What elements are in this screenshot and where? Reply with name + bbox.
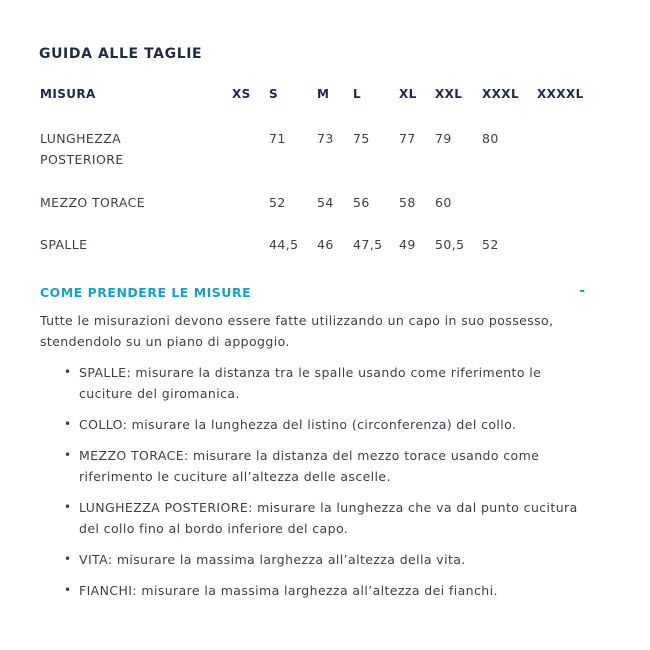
header-size-xs: XS bbox=[232, 87, 251, 101]
how-to-measure-intro: Tutte le misurazioni devono essere fatte utilizzando un capo in suo possesso, stendendolo su un piano di appoggio. bbox=[40, 313, 554, 349]
table-cell: 50,5 bbox=[435, 237, 465, 252]
header-size-xxl: XXL bbox=[435, 87, 463, 101]
list-item bbox=[62, 580, 592, 601]
table-cell: 56 bbox=[353, 195, 370, 210]
table-cell: 60 bbox=[435, 195, 452, 210]
how-to-measure-title[interactable]: COME PRENDERE LE MISURE bbox=[40, 285, 252, 300]
list-item bbox=[62, 549, 592, 570]
bullet-icon: • bbox=[64, 365, 72, 379]
header-size-xxxl: XXXL bbox=[482, 87, 520, 101]
tip-text: MEZZO TORACE: misurare la distanza del mezzo torace usando come riferimento le cuciture all’altezza delle ascelle. bbox=[79, 448, 540, 484]
table-cell: 75 bbox=[353, 131, 370, 146]
header-size-xl: XL bbox=[399, 87, 417, 101]
header-measure: MISURA bbox=[40, 87, 96, 101]
table-header-row bbox=[40, 84, 600, 104]
header-size-xxxxl: XXXXL bbox=[537, 87, 584, 101]
row-label: LUNGHEZZA POSTERIORE bbox=[40, 131, 124, 167]
table-cell: 71 bbox=[269, 131, 286, 146]
bullet-icon: • bbox=[64, 417, 72, 431]
list-item bbox=[62, 445, 592, 487]
table-cell: 46 bbox=[317, 237, 334, 252]
header-size-m: M bbox=[317, 87, 330, 101]
table-cell: 52 bbox=[269, 195, 286, 210]
table-cell: 80 bbox=[482, 131, 499, 146]
tip-text: LUNGHEZZA POSTERIORE: misurare la lunghezza che va dal punto cucitura del collo fino al bordo inferiore del capo. bbox=[79, 500, 578, 536]
table-cell: 77 bbox=[399, 131, 416, 146]
table-cell: 52 bbox=[482, 237, 499, 252]
tip-text: COLLO: misurare la lunghezza del listino (circonferenza) del collo. bbox=[79, 417, 517, 432]
table-cell: 73 bbox=[317, 131, 334, 146]
row-label: SPALLE bbox=[40, 237, 88, 252]
table-cell: 54 bbox=[317, 195, 334, 210]
page-title: GUIDA ALLE TAGLIE bbox=[39, 46, 203, 62]
list-item bbox=[62, 362, 592, 404]
table-cell: 79 bbox=[435, 131, 452, 146]
list-item bbox=[62, 414, 592, 435]
tip-text: FIANCHI: misurare la massima larghezza all’altezza dei fianchi. bbox=[79, 583, 498, 598]
how-to-measure-accordion-header[interactable] bbox=[40, 285, 585, 303]
tip-text: SPALLE: misurare la distanza tra le spalle usando come riferimento le cuciture del giromanica. bbox=[79, 365, 542, 401]
header-size-s: S bbox=[269, 87, 279, 101]
list-item bbox=[62, 497, 592, 539]
bullet-icon: • bbox=[64, 583, 72, 597]
row-label: MEZZO TORACE bbox=[40, 195, 146, 210]
bullet-icon: • bbox=[64, 500, 72, 514]
tip-text: VITA: misurare la massima larghezza all’altezza della vita. bbox=[79, 552, 466, 567]
table-cell: 58 bbox=[399, 195, 416, 210]
bullet-icon: • bbox=[64, 552, 72, 566]
table-cell: 44,5 bbox=[269, 237, 299, 252]
size-guide-table bbox=[40, 84, 600, 252]
table-cell: 47,5 bbox=[353, 237, 383, 252]
header-size-l: L bbox=[353, 87, 362, 101]
bullet-icon: • bbox=[64, 448, 72, 462]
table-cell: 49 bbox=[399, 237, 416, 252]
collapse-toggle-button[interactable]: - bbox=[579, 283, 585, 299]
